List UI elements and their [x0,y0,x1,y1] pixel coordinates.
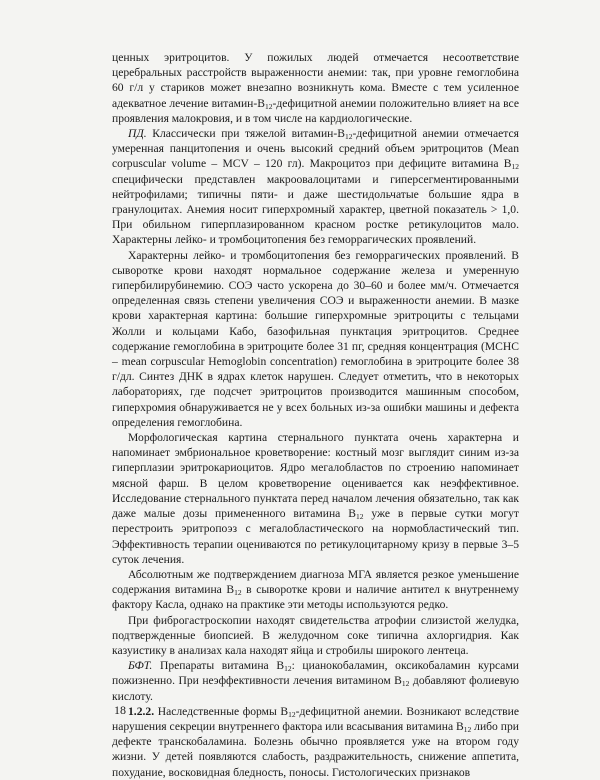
paragraph-bft [112,658,519,704]
text-run: -дефицитной анемии положительно влияет на все проявления малокровия, и в том числе на кардиологические. [112,96,519,125]
section-label-pd: ПД. [128,127,147,141]
text-run: специфически представлен макроовалоцитами и гиперсегментированными нейтрофилами; типичны пяти- и даже шестидольчатые большие ядра в гранулоцитах. Анемия носит гиперхромный характер, цветной показатель > 1,0. При обильном гиперплазированном красном ростке ретикулоцитов мало. Характерны лейко- и тромбоцитопения без геморрагических проявлений. [112,172,519,247]
subscript: 12 [288,709,296,719]
paragraph-section-1-2-2 [112,704,519,780]
subscript: 12 [511,162,519,172]
text-run: -дефицитной анемии отмечается умеренная панцитопения и очень высокий средний объем эритроцитов (Mean corpuscular volume – MCV – 120 гл). Макроцитоз при дефиците витамина B [112,127,519,171]
section-number: 1.2.2. [128,704,155,718]
subscript: 12 [401,679,410,689]
text-run: Препараты витамина B [152,659,285,673]
paragraph-pd [112,126,519,248]
subscript: 12 [463,724,472,734]
text-run: Абсолютным же подтверждением диагноза МГА является резкое уменьшение содержания витамина B [112,567,519,597]
subscript: 12 [234,588,242,598]
text-run: либо при дефекте транскобаламина. Болезнь обычно проявляется уже на втором году жизни. У детей появляются слабость, раздражительность, снижение аппетита, похудание, восковидная бледность, поносы. Гистологических признаков [112,719,519,779]
section-label-bft: БФТ. [128,659,153,673]
text-run: в сыворотке крови и наличие антител к внутреннему фактору Касла, однако на практике эти методы используются редко. [112,583,519,612]
subscript: 12 [264,101,273,111]
paragraph-3: Характерны лейко- и тромбоцитопения без геморрагических проявлений. В сыворотке крови находят нормальное содержание железа и умеренную гипербилирубинемию. СОЭ часто ускорена до 30–60 и более мм/ч. Отмечается определенная связь степени увеличения СОЭ и выраженности анемии. В мазке крови характерная картина: большие гиперхромные эритроциты с тельцами Жолли и кольцами Кабо, базофильная пунктация эритроцитов. Среднее содержание гемоглобина в эритроците более 31 пг, средняя концентрация (MCHC – mean corpuscular Hemoglobin concentration) гемоглобина в эритроците более 38 г/дл. Синтез ДНК в ядрах клеток нарушен. Следует отметить, что в некоторых лабораториях, где подсчет эритроцитов производится машинным способом, гиперхромия обнаруживается не у всех больных из-за ошибки машины и дефекта определения гемоглобина. [112,248,519,429]
text-run: ценных эритроцитов. У пожилых людей отмечается несоответствие церебральных расстройств выраженности анемии: так, при уровне гемоглобина 60 г/л у стариков может внезапно возникнуть кома. Вместе с тем усиленное адекватное лечение витамин-B [112,51,519,110]
page-text [112,50,519,780]
subscript: 12 [284,664,292,674]
paragraph-5 [112,567,519,613]
subscript: 12 [344,132,353,142]
text-run: -дефицитной анемии. Возникают вследствие нарушения секреции внутреннего фактора или всасывания витамина B [112,704,519,733]
page-number: 18 [114,703,126,717]
paragraph-4 [112,430,519,567]
text-run: добавляют фолиевую кислоту. [112,674,520,703]
paragraph-6: При фиброгастроскопии находят свидетельства атрофии слизистой желудка, подтвержденные биопсией. В желудочном соке типична ахлоргидрия. Как казуистику в анализах кала находят яйца и стробилы широкого лентеца. [112,613,519,657]
text-run: уже в первые сутки могут перестроить эритропоэз с мегалобластического на нормобластический тип. Эффективность терапии оцениваются по ретикулоцитарному кризу в первые 3–5 суток лечения. [112,507,519,566]
text-run: Морфологическая картина стернального пунктата очень характерна и напоминает эмбриональное кроветворение: костный мозг выглядит синим из-за гиперплазии эритрокариоцитов. Ядро мегалобластов по строению напоминает мясной фарш. В целом кроветворение оценивается как неэффективное. Исследование стернального пунктата перед началом лечения обязательно, так как даже малые дозы примененного витамина B [112,431,519,521]
text-run: Наследственные формы B [154,704,289,718]
text-run: Классически при тяжелой витамин-B [146,127,345,141]
paragraph-1 [112,50,519,126]
text-run: : цианокобаламин, оксикобаламин курсами пожизненно. При неэффективности лечения витамином B [112,659,519,688]
subscript: 12 [355,512,364,522]
